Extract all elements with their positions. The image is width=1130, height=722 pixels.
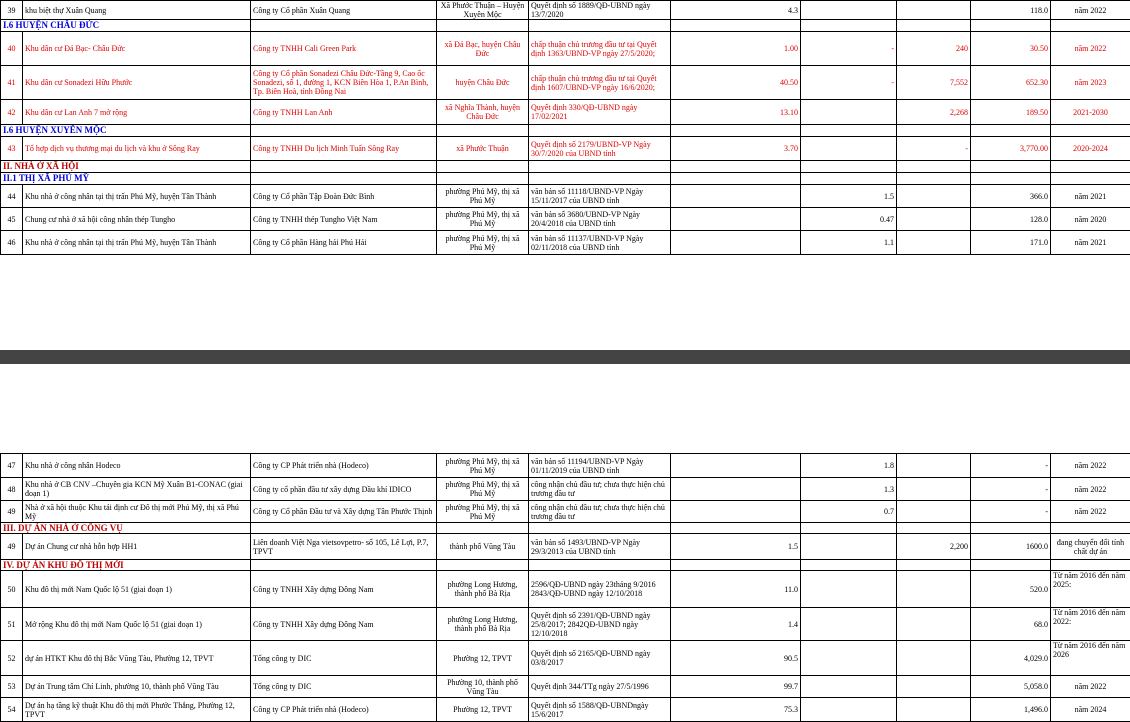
location-cell: thành phố Vũng Tàu: [437, 534, 529, 560]
project-name-cell: Khu nhà ở công nhân tại thị trấn Phú Mỹ, huyện Tân Thành: [23, 231, 251, 255]
row-number-cell: 45: [1, 208, 23, 231]
period-cell: năm 2022: [1051, 32, 1130, 66]
value-cell-b: [897, 1, 971, 20]
empty-cell: [671, 20, 801, 32]
empty-cell: [437, 173, 529, 185]
section-title: I.6 HUYỆN CHÂU ĐỨC: [1, 20, 251, 32]
area-cell: [671, 231, 801, 255]
value-cell-b: 2,268: [897, 100, 971, 125]
empty-cell: [251, 161, 437, 173]
capital-cell: 1,496.0: [971, 698, 1051, 722]
location-cell: Phường 12, TPVT: [437, 641, 529, 676]
empty-cell: [251, 523, 437, 534]
investor-cell: Công ty TNHH Xây dựng Đông Nam: [251, 608, 437, 641]
row-number-cell: 51: [1, 608, 23, 641]
period-cell: năm 2022: [1051, 501, 1130, 523]
section-title: IV. DỰ ÁN KHU ĐÔ THỊ MỚI: [1, 560, 251, 571]
project-name-cell: Tổ hợp dịch vụ thương mại du lịch và khu ở Sông Ray: [23, 137, 251, 161]
value-cell-b: 7,552: [897, 66, 971, 100]
empty-cell: [801, 560, 897, 571]
value-cell-a: 1.8: [801, 454, 897, 478]
empty-cell: [437, 20, 529, 32]
row-number-cell: 44: [1, 185, 23, 208]
investor-cell: Công ty Cổ phần Tập Đoàn Đức Bình: [251, 185, 437, 208]
empty-cell: [1051, 560, 1130, 571]
decision-cell: Quyết định số 1889/QĐ-UBND ngày 13/7/2020: [529, 1, 671, 20]
location-cell: huyện Châu Đức: [437, 66, 529, 100]
area-cell: [671, 478, 801, 501]
empty-cell: [971, 161, 1051, 173]
empty-cell: [671, 125, 801, 137]
empty-cell: [897, 523, 971, 534]
empty-cell: [971, 125, 1051, 137]
capital-cell: 652.30: [971, 66, 1051, 100]
capital-cell: 5,058.0: [971, 676, 1051, 698]
value-cell-a: 1.5: [801, 185, 897, 208]
empty-cell: [801, 173, 897, 185]
period-cell: năm 2023: [1051, 66, 1130, 100]
row-number-cell: 47: [1, 454, 23, 478]
empty-cell: [671, 161, 801, 173]
value-cell-a: 0.7: [801, 501, 897, 523]
value-cell-a: [801, 100, 897, 125]
investor-cell: Công ty Cổ phần Xuân Quang: [251, 1, 437, 20]
value-cell-b: [897, 454, 971, 478]
row-number-cell: 46: [1, 231, 23, 255]
table-row: [1, 676, 1130, 698]
area-cell: 13.10: [671, 100, 801, 125]
decision-cell: công nhận chủ đầu tư; chưa thực hiện chủ trương đầu tư: [529, 478, 671, 501]
empty-cell: [897, 173, 971, 185]
location-cell: xã Phước Thuận: [437, 137, 529, 161]
location-cell: Phường 12, TPVT: [437, 698, 529, 722]
investor-cell: Công ty TNHH Cali Green Park: [251, 32, 437, 66]
empty-cell: [971, 560, 1051, 571]
area-cell: 40.50: [671, 66, 801, 100]
period-cell: 2020-2024: [1051, 137, 1130, 161]
value-cell-a: [801, 676, 897, 698]
project-name-cell: Chung cư nhà ở xã hội công nhân thép Tungho: [23, 208, 251, 231]
section-header-row: [1, 560, 1130, 571]
decision-cell: Quyết định 344/TTg ngày 27/5/1996: [529, 676, 671, 698]
table-row: [1, 208, 1130, 231]
value-cell-b: [897, 641, 971, 676]
empty-cell: [529, 125, 671, 137]
investor-cell: Công ty TNHH thép Tungho Việt Nam: [251, 208, 437, 231]
value-cell-a: [801, 1, 897, 20]
value-cell-a: -: [801, 32, 897, 66]
table-row: [1, 231, 1130, 255]
table-row: [1, 478, 1130, 501]
decision-cell: chấp thuận chủ trương đầu tư tại Quyết định 1363/UBND-VP ngày 27/5/2020;: [529, 32, 671, 66]
row-number-cell: 41: [1, 66, 23, 100]
empty-cell: [529, 560, 671, 571]
project-name-cell: Khu nhà ở công nhân tại thị trấn Phú Mỹ, huyện Tân Thành: [23, 185, 251, 208]
location-cell: phường Phú Mỹ, thị xã Phú Mỹ: [437, 185, 529, 208]
decision-cell: công nhận chủ đầu tư; chưa thực hiện chủ trương đầu tư: [529, 501, 671, 523]
row-number-cell: 39: [1, 1, 23, 20]
investor-cell: Công ty Cổ phần Đầu tư và Xây dựng Tân Phước Thịnh: [251, 501, 437, 523]
empty-cell: [897, 125, 971, 137]
capital-cell: 128.0: [971, 208, 1051, 231]
empty-cell: [971, 20, 1051, 32]
project-table-page-1: [0, 0, 1130, 255]
value-cell-a: [801, 571, 897, 608]
value-cell-b: [897, 185, 971, 208]
empty-cell: [251, 560, 437, 571]
location-cell: phường Phú Mỹ, thị xã Phú Mỹ: [437, 208, 529, 231]
empty-cell: [801, 125, 897, 137]
value-cell-b: [897, 608, 971, 641]
decision-cell: văn bản số 11137/UBND-VP Ngày 02/11/2018 của UBND tỉnh: [529, 231, 671, 255]
area-cell: 75.3: [671, 698, 801, 722]
value-cell-b: [897, 208, 971, 231]
section-title: I.6 HUYỆN XUYÊN MỘC: [1, 125, 251, 137]
location-cell: xã Nghĩa Thành, huyện Châu Đức: [437, 100, 529, 125]
row-number-cell: 40: [1, 32, 23, 66]
capital-cell: 4,029.0: [971, 641, 1051, 676]
empty-cell: [1051, 20, 1130, 32]
empty-cell: [437, 523, 529, 534]
table-row: [1, 641, 1130, 676]
location-cell: phường Phú Mỹ, thị xã Phú Mỹ: [437, 231, 529, 255]
empty-cell: [897, 560, 971, 571]
empty-cell: [971, 523, 1051, 534]
value-cell-b: 240: [897, 32, 971, 66]
capital-cell: 30.50: [971, 32, 1051, 66]
row-number-cell: 48: [1, 478, 23, 501]
period-cell: năm 2024: [1051, 698, 1130, 722]
empty-cell: [437, 560, 529, 571]
capital-cell: -: [971, 454, 1051, 478]
capital-cell: 3,770.00: [971, 137, 1051, 161]
project-name-cell: Khu dân cư Đá Bạc- Châu Đức: [23, 32, 251, 66]
table-row: [1, 100, 1130, 125]
capital-cell: 68.0: [971, 608, 1051, 641]
capital-cell: 366.0: [971, 185, 1051, 208]
project-name-cell: Khu nhà ở CB CNV –Chuyên gia KCN Mỹ Xuân B1-CONAC (giai đoạn 1): [23, 478, 251, 501]
investor-cell: Công ty CP Phát triển nhà (Hodeco): [251, 698, 437, 722]
table-row: [1, 137, 1130, 161]
empty-cell: [529, 173, 671, 185]
table-row: [1, 32, 1130, 66]
location-cell: Phường 10, thành phố Vũng Tàu: [437, 676, 529, 698]
capital-cell: 520.0: [971, 571, 1051, 608]
decision-cell: văn bản số 11118/UBND-VP Ngày 15/11/2017 của UBND tỉnh: [529, 185, 671, 208]
empty-cell: [437, 161, 529, 173]
value-cell-a: [801, 641, 897, 676]
table-row: [1, 698, 1130, 722]
page-break-band: [0, 350, 1130, 364]
area-cell: [671, 208, 801, 231]
empty-cell: [671, 560, 801, 571]
investor-cell: Công ty cổ phần đầu tư xây dựng Dầu khí IDICO: [251, 478, 437, 501]
empty-cell: [801, 523, 897, 534]
area-cell: 90.5: [671, 641, 801, 676]
table-row: [1, 66, 1130, 100]
period-cell: năm 2022: [1051, 454, 1130, 478]
value-cell-b: -: [897, 137, 971, 161]
period-cell: Từ năm 2016 đến năm 2025:: [1051, 571, 1130, 608]
location-cell: Xã Phước Thuận – Huyện Xuyên Mộc: [437, 1, 529, 20]
empty-cell: [671, 173, 801, 185]
sheet-page-2: [0, 453, 1130, 721]
period-cell: năm 2020: [1051, 208, 1130, 231]
table-row: [1, 608, 1130, 641]
area-cell: 1.5: [671, 534, 801, 560]
period-cell: năm 2022: [1051, 478, 1130, 501]
empty-cell: [437, 125, 529, 137]
value-cell-a: -: [801, 66, 897, 100]
decision-cell: chấp thuận chủ trương đầu tư tại Quyết định 1607/UBND-VP ngày 16/6/2020;: [529, 66, 671, 100]
project-name-cell: dự án HTKT Khu đô thị Bắc Vũng Tàu, Phường 12, TPVT: [23, 641, 251, 676]
value-cell-b: 2,200: [897, 534, 971, 560]
location-cell: phường Phú Mỹ, thị xã Phú Mỹ: [437, 454, 529, 478]
row-number-cell: 54: [1, 698, 23, 722]
value-cell-b: [897, 698, 971, 722]
capital-cell: 118.0: [971, 1, 1051, 20]
value-cell-a: [801, 698, 897, 722]
empty-cell: [801, 20, 897, 32]
empty-cell: [1051, 125, 1130, 137]
table-row: [1, 185, 1130, 208]
decision-cell: văn bản số 3680/UBND-VP Ngày 20/4/2018 của UBND tỉnh: [529, 208, 671, 231]
empty-cell: [1051, 161, 1130, 173]
decision-cell: Quyết định số 2165/QĐ-UBND ngày 03/8/2017: [529, 641, 671, 676]
section-header-row: [1, 173, 1130, 185]
investor-cell: Tổng công ty DIC: [251, 641, 437, 676]
value-cell-b: [897, 478, 971, 501]
period-cell: 2021-2030: [1051, 100, 1130, 125]
period-cell: năm 2022: [1051, 676, 1130, 698]
decision-cell: Quyết định số 2391/QĐ-UBND ngày 25/8/2017; 2842QĐ-UBND ngày 12/10/2018: [529, 608, 671, 641]
section-header-row: [1, 125, 1130, 137]
decision-cell: Quyết định số 1588/QĐ-UBNDngày 15/6/2017: [529, 698, 671, 722]
area-cell: 1.4: [671, 608, 801, 641]
empty-cell: [529, 20, 671, 32]
capital-cell: 1600.0: [971, 534, 1051, 560]
period-cell: năm 2021: [1051, 185, 1130, 208]
row-number-cell: 52: [1, 641, 23, 676]
project-name-cell: Khu dân cư Sonadezi Hữu Phước: [23, 66, 251, 100]
section-header-row: [1, 523, 1130, 534]
empty-cell: [529, 523, 671, 534]
row-number-cell: 50: [1, 571, 23, 608]
value-cell-b: [897, 571, 971, 608]
area-cell: [671, 454, 801, 478]
row-number-cell: 53: [1, 676, 23, 698]
table-row: [1, 454, 1130, 478]
decision-cell: 2596/QĐ-UBND ngày 23tháng 9/2016 2843/QĐ-UBND ngày 12/10/2018: [529, 571, 671, 608]
investor-cell: Tổng công ty DIC: [251, 676, 437, 698]
project-name-cell: Mở rộng Khu đô thị mới Nam Quốc lộ 51 (giai đoạn 1): [23, 608, 251, 641]
value-cell-a: [801, 137, 897, 161]
empty-cell: [529, 161, 671, 173]
row-number-cell: 42: [1, 100, 23, 125]
investor-cell: Công ty Cổ phần Sonadezi Châu Đức-Tầng 9, Cao ốc Sonadezi, số 1, đường 1, KCN Biên Hòa 1, P.An Bình, Tp. Biên Hoà, tỉnh Đồng Nai: [251, 66, 437, 100]
project-name-cell: Khu nhà ở công nhân Hodeco: [23, 454, 251, 478]
table-row: [1, 534, 1130, 560]
empty-cell: [251, 173, 437, 185]
section-title: II.1 THỊ XÃ PHÚ MỸ: [1, 173, 251, 185]
area-cell: 3.70: [671, 137, 801, 161]
investor-cell: Công ty CP Phát triển nhà (Hodeco): [251, 454, 437, 478]
table-row: [1, 1, 1130, 20]
table-row: [1, 501, 1130, 523]
value-cell-a: 1.1: [801, 231, 897, 255]
row-number-cell: 49: [1, 534, 23, 560]
location-cell: phường Phú Mỹ, thị xã Phú Mỹ: [437, 501, 529, 523]
project-table-page-2: [0, 453, 1130, 722]
decision-cell: văn bản số 11194/UBND-VP Ngày 01/11/2019 của UBND tỉnh: [529, 454, 671, 478]
capital-cell: 171.0: [971, 231, 1051, 255]
row-number-cell: 49: [1, 501, 23, 523]
period-cell: đang chuyển đổi tính chất dự án: [1051, 534, 1130, 560]
empty-cell: [251, 125, 437, 137]
area-cell: 4.3: [671, 1, 801, 20]
empty-cell: [1051, 523, 1130, 534]
section-header-row: [1, 20, 1130, 32]
decision-cell: Quyết định số 2179/UBND-VP Ngày 30/7/2020 của UBND tỉnh: [529, 137, 671, 161]
area-cell: 99.7: [671, 676, 801, 698]
project-name-cell: Dự án Chung cư nhà hỗn hợp HH1: [23, 534, 251, 560]
value-cell-b: [897, 231, 971, 255]
capital-cell: -: [971, 501, 1051, 523]
investor-cell: Liên doanh Việt Nga vietsovpetro- số 105, Lê Lợi, P.7, TPVT: [251, 534, 437, 560]
section-title: II. NHÀ Ở XÃ HỘI: [1, 161, 251, 173]
period-cell: Từ năm 2016 đến năm 2026: [1051, 641, 1130, 676]
period-cell: Từ năm 2016 đến năm 2022:: [1051, 608, 1130, 641]
section-header-row: [1, 161, 1130, 173]
empty-cell: [897, 20, 971, 32]
project-name-cell: Dự án hạ tầng kỹ thuật Khu đô thị mới Phước Thắng, Phường 12, TPVT: [23, 698, 251, 722]
value-cell-b: [897, 676, 971, 698]
section-title: III. DỰ ÁN NHÀ Ở CÔNG VỤ: [1, 523, 251, 534]
empty-cell: [801, 161, 897, 173]
value-cell-a: [801, 534, 897, 560]
period-cell: năm 2022: [1051, 1, 1130, 20]
project-name-cell: Khu đô thị mới Nam Quốc lộ 51 (giai đoạn 1): [23, 571, 251, 608]
investor-cell: Công ty TNHH Du lịch Minh Tuấn Sông Ray: [251, 137, 437, 161]
row-number-cell: 43: [1, 137, 23, 161]
empty-cell: [897, 161, 971, 173]
area-cell: 11.0: [671, 571, 801, 608]
capital-cell: 189.50: [971, 100, 1051, 125]
area-cell: [671, 501, 801, 523]
sheet-page-1: [0, 0, 1130, 252]
area-cell: [671, 185, 801, 208]
decision-cell: văn bản số 1493/UBND-VP Ngày 29/3/2013 của UBND tỉnh: [529, 534, 671, 560]
area-cell: 1.00: [671, 32, 801, 66]
empty-cell: [971, 173, 1051, 185]
location-cell: xã Đá Bạc, huyện Châu Đức: [437, 32, 529, 66]
period-cell: năm 2021: [1051, 231, 1130, 255]
empty-cell: [251, 20, 437, 32]
value-cell-b: [897, 501, 971, 523]
value-cell-a: [801, 608, 897, 641]
capital-cell: -: [971, 478, 1051, 501]
investor-cell: Công ty TNHH Xây dựng Đông Nam: [251, 571, 437, 608]
table-row: [1, 571, 1130, 608]
empty-cell: [1051, 173, 1130, 185]
project-name-cell: khu biệt thự Xuân Quang: [23, 1, 251, 20]
investor-cell: Công ty TNHH Lan Anh: [251, 100, 437, 125]
project-name-cell: Nhà ở xã hội thuộc Khu tái định cư Đô thị mới Phú Mỹ, thị xã Phú Mỹ: [23, 501, 251, 523]
location-cell: phường Long Hương, thành phố Bà Rịa: [437, 571, 529, 608]
value-cell-a: 1.3: [801, 478, 897, 501]
location-cell: phường Phú Mỹ, thị xã Phú Mỹ: [437, 478, 529, 501]
value-cell-a: 0.47: [801, 208, 897, 231]
empty-cell: [671, 523, 801, 534]
investor-cell: Công ty Cổ phần Hàng hải Phú Hải: [251, 231, 437, 255]
location-cell: phường Long Hương, thành phố Bà Rịa: [437, 608, 529, 641]
project-name-cell: Khu dân cư Lan Anh 7 mở rộng: [23, 100, 251, 125]
project-name-cell: Dự án Trung tâm Chí Linh, phường 10, thành phố Vũng Tàu: [23, 676, 251, 698]
decision-cell: Quyết định 330/QĐ-UBND ngày 17/02/2021: [529, 100, 671, 125]
